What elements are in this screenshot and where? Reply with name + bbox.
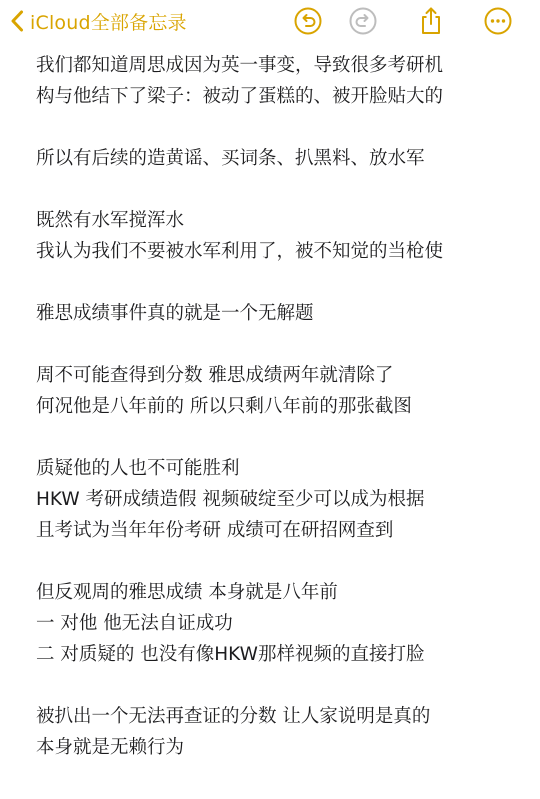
note-line: 被扒出一个无法再查证的分数 让人家说明是真的 — [36, 706, 431, 727]
note-line: 周不可能查得到分数 雅思成绩两年就清除了 — [36, 365, 394, 386]
note-line: 雅思成绩事件真的就是一个无解题 — [36, 303, 314, 324]
blank-line — [36, 174, 516, 205]
blank-line — [36, 267, 516, 298]
note-line: 我们都知道周思成因为英一事变，导致很多考研机 — [36, 55, 444, 76]
note-line: 二 对质疑的 也没有像HKW那样视频的直接打脸 — [36, 644, 425, 665]
blank-line — [36, 112, 516, 143]
note-body[interactable] — [36, 50, 516, 763]
note-line: 但反观周的雅思成绩 本身就是八年前 — [36, 582, 338, 603]
blank-line — [36, 546, 516, 577]
share-button[interactable] — [415, 5, 447, 37]
redo-icon — [348, 6, 378, 36]
note-line: HKW 考研成绩造假 视频破绽至少可以成为根据 — [36, 489, 425, 510]
blank-line — [36, 670, 516, 701]
note-line: 一 对他 他无法自证成功 — [36, 613, 233, 634]
note-line: 质疑他的人也不可能胜利 — [36, 458, 240, 479]
back-button[interactable] — [10, 6, 187, 36]
note-line: 构与他结下了梁子：被动了蛋糕的、被开脸贴大的 — [36, 86, 444, 107]
more-button[interactable] — [482, 5, 514, 37]
back-label: iCloud全部备忘录 — [30, 11, 187, 34]
blank-line — [36, 422, 516, 453]
redo-button[interactable] — [347, 5, 379, 37]
note-line: 我认为我们不要被水军利用了，被不知觉的当枪使 — [36, 241, 444, 262]
share-icon — [418, 6, 444, 36]
chevron-left-icon — [10, 10, 24, 32]
undo-icon — [293, 6, 323, 36]
navigation-bar — [0, 0, 540, 44]
note-line: 既然有水军搅浑水 — [36, 210, 185, 231]
more-icon — [483, 6, 513, 36]
note-line: 何况他是八年前的 所以只剩八年前的那张截图 — [36, 396, 412, 417]
note-line: 且考试为当年年份考研 成绩可在研招网查到 — [36, 520, 394, 541]
undo-button[interactable] — [292, 5, 324, 37]
note-line: 所以有后续的造黄谣、买词条、扒黑料、放水军 — [36, 148, 425, 169]
blank-line — [36, 329, 516, 360]
note-line: 本身就是无赖行为 — [36, 737, 185, 758]
